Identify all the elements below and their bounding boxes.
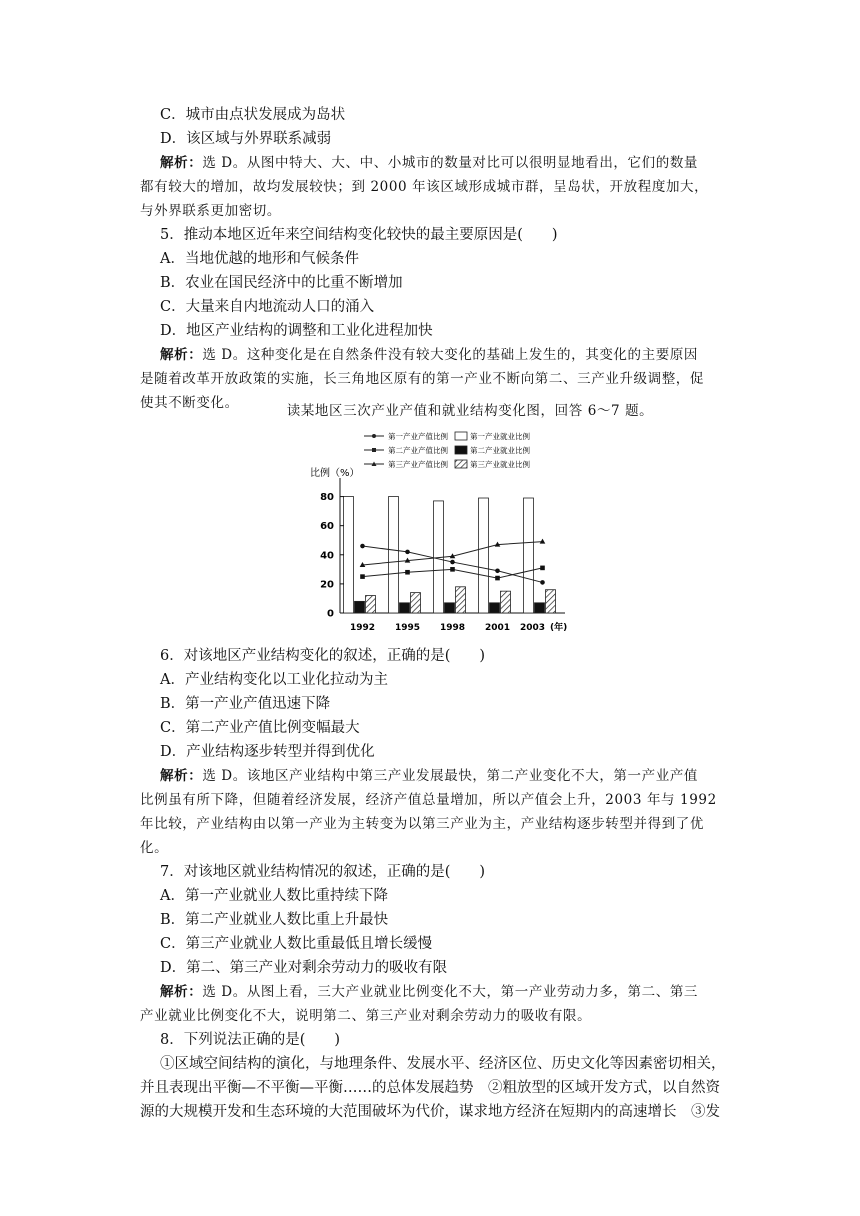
y-tick-label: 40 (320, 550, 334, 562)
q5-stem: 5．推动本地区近年来空间结构变化较快的最主要原因是( ) (160, 227, 558, 243)
y-axis-label: 比例（%） (310, 468, 360, 479)
bar-primary-employment (524, 498, 534, 613)
q8-text-line-3: 源的大规模开发和生态环境的大范围破坏为代价，谋求地方经济在短期内的高速增长 ③发 (140, 1104, 720, 1120)
bar-secondary-employment (445, 603, 455, 613)
q4-option-d: D．该区域与外界联系减弱 (160, 131, 332, 147)
q6-analysis-line-2: 比例虽有所下降，但随着经济发展，经济产值总量增加，所以产值会上升，2003 年与 1992 (140, 792, 717, 808)
bar-secondary-employment (355, 601, 365, 613)
analysis-label: 解析： (160, 347, 203, 363)
analysis-label: 解析： (160, 984, 203, 1000)
q7-option-b: B．第二产业就业人数比重上升最快 (160, 912, 389, 928)
bar-primary-employment (479, 498, 489, 613)
analysis-label: 解析： (160, 155, 203, 171)
analysis-label: 解析： (160, 768, 203, 784)
q5-analysis-line-2: 是随着改革开放政策的实施，长三角地区原有的第一产业不断向第二、三产业升级调整，促 (140, 371, 704, 387)
point-primary-output (450, 560, 455, 565)
q5-option-b: B．农业在国民经济中的比重不断增加 (160, 275, 403, 291)
q6-option-a: A．产业结构变化以工业化拉动为主 (160, 672, 388, 688)
legend-label-primary-output: 第一产业产值比例 (388, 432, 448, 441)
x-tick-label: 1995 (394, 623, 421, 633)
legend-item-secondary-output (364, 445, 448, 455)
q5-option-c: C．大量来自内地流动人口的涌入 (160, 299, 375, 315)
y-tick-label: 80 (320, 492, 334, 504)
x-tick-label: 1998 (439, 623, 466, 633)
legend-label-secondary-output: 第二产业产值比例 (388, 446, 448, 455)
legend-item-secondary-employment (455, 445, 530, 455)
legend-label-primary-employment: 第一产业就业比例 (470, 432, 530, 441)
x-tick-label: 1992 (349, 623, 376, 633)
point-primary-output (540, 580, 545, 585)
bar-tertiary-employment (456, 587, 466, 613)
point-secondary-output (495, 576, 500, 581)
q8-text-line-2: 并且表现出平衡—不平衡—平衡……的总体发展趋势 ②粗放型的区域开发方式，以自然资 (140, 1080, 720, 1096)
analysis-text: 选 D。这种变化是在自然条件没有较大变化的基础上发生的，其变化的主要原因 (202, 347, 699, 363)
legend-label-tertiary-output: 第三产业产值比例 (388, 460, 448, 469)
legend-label-tertiary-employment: 第三产业就业比例 (470, 460, 530, 469)
q5-option-d: D．地区产业结构的调整和工业化进程加快 (160, 323, 433, 339)
bar-primary-employment (389, 497, 399, 613)
industry-structure-chart (300, 430, 570, 640)
point-tertiary-output (540, 539, 546, 544)
point-primary-output (405, 550, 410, 555)
q4-analysis-line-2: 都有较大的增加，故均发展较快；到 2000 年该区域形成城市群，呈岛状，开放程度加大， (140, 179, 709, 195)
bar-tertiary-employment (411, 593, 421, 613)
legend-item-primary-output (364, 431, 448, 441)
point-secondary-output (360, 574, 365, 579)
point-secondary-output (540, 566, 545, 571)
chart-lines (360, 539, 546, 585)
y-tick-label: 20 (320, 579, 334, 591)
legend-item-tertiary-employment (455, 459, 530, 469)
chart-bars (344, 497, 556, 613)
bar-secondary-employment (535, 603, 545, 613)
x-axis-unit: (年) (550, 623, 568, 633)
point-secondary-output (405, 570, 410, 575)
q6-option-c: C．第二产业产值比例变幅最大 (160, 720, 360, 736)
q7-option-c: C．第三产业就业人数比重最低且增长缓慢 (160, 936, 433, 952)
q7-option-d: D．第二、第三产业对剩余劳动力的吸收有限 (160, 960, 448, 976)
legend-label-secondary-employment: 第二产业就业比例 (470, 446, 530, 455)
bar-secondary-employment (400, 603, 410, 613)
chart-intro: 读某地区三次产业产值和就业结构变化图，回答 6～7 题。 (286, 403, 654, 419)
analysis-text: 选 D。从图上看，三大产业就业比例变化不大，第一产业劳动力多，第二、第三 (202, 984, 699, 1000)
y-tick-label: 0 (327, 608, 334, 620)
analysis-text: 选 D。从图中特大、大、中、小城市的数量对比可以很明显地看出，它们的数量 (202, 155, 699, 171)
q8-text-line-1: ①区域空间结构的演化，与地理条件、发展水平、经济区位、历史文化等因素密切相关， (160, 1056, 726, 1072)
bar-primary-employment (344, 497, 354, 613)
legend-item-primary-employment (455, 431, 530, 441)
x-tick-label: 2003 (519, 623, 546, 633)
q6-analysis-line-4: 化。 (140, 840, 169, 856)
q5-analysis-line-3: 使其不断变化。 (140, 395, 239, 411)
analysis-text: 选 D。该地区产业结构中第三产业发展最快，第二产业变化不大，第一产业产值 (202, 768, 699, 784)
chart-legend (364, 431, 530, 469)
point-primary-output (360, 544, 365, 549)
point-primary-output (495, 568, 500, 573)
q6-analysis-line-3: 年比较，产业结构由以第一产业为主转变为以第三产业为主，产业结构逐步转型并得到了优 (140, 816, 704, 832)
q8-stem: 8．下列说法正确的是( ) (160, 1032, 341, 1048)
q5-analysis-line-1 (160, 344, 740, 366)
q7-option-a: A．第一产业就业人数比重持续下降 (160, 888, 388, 904)
legend-item-tertiary-output (364, 459, 448, 469)
x-tick-label: 2001 (484, 623, 511, 633)
point-secondary-output (450, 567, 455, 572)
q7-stem: 7．对该地区就业结构情况的叙述，正确的是( ) (160, 864, 486, 880)
y-tick-label: 60 (320, 521, 334, 533)
bar-tertiary-employment (501, 591, 511, 613)
q7-analysis-line-2: 产业就业比例变化不大，说明第二、第三产业对剩余劳动力的吸收有限。 (140, 1008, 592, 1024)
bar-tertiary-employment (546, 590, 556, 613)
q4-analysis-line-3: 与外界联系更加密切。 (140, 203, 281, 219)
q7-analysis-line-1 (160, 981, 740, 1003)
q5-option-a: A．当地优越的地形和气候条件 (160, 251, 359, 267)
q6-stem: 6．对该地区产业结构变化的叙述，正确的是( ) (160, 648, 486, 664)
bar-secondary-employment (490, 603, 500, 613)
q6-option-b: B．第一产业产值迅速下降 (160, 696, 331, 712)
q4-analysis-line-1 (160, 152, 740, 174)
q4-option-c: C．城市由点状发展成为岛状 (160, 107, 346, 123)
q6-analysis-line-1 (160, 765, 740, 787)
bar-tertiary-employment (366, 596, 376, 613)
q6-option-d: D．产业结构逐步转型并得到优化 (160, 744, 375, 760)
